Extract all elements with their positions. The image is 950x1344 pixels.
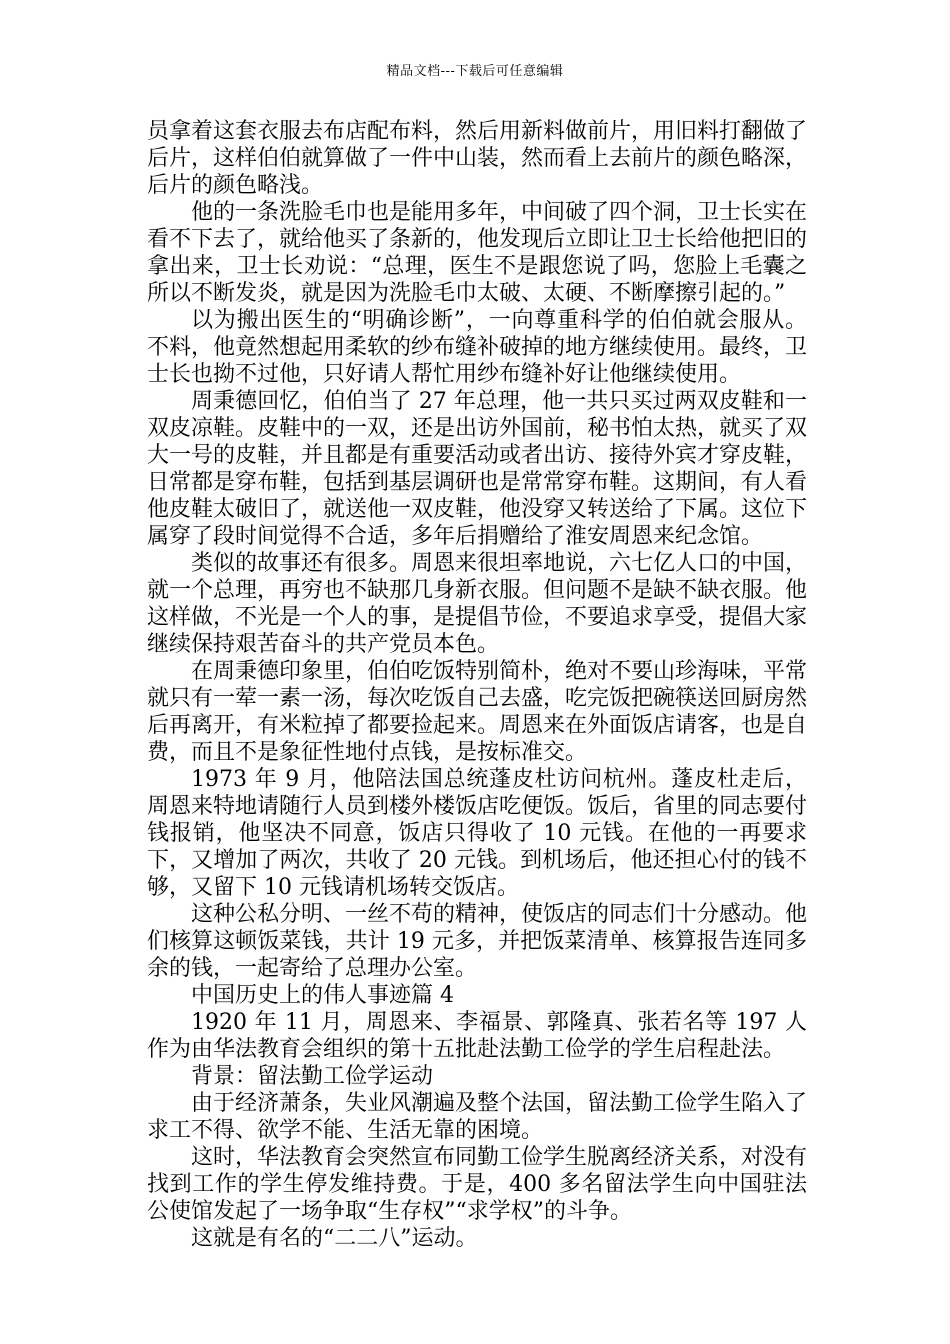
section-heading: 中国历史上的伟人事迹篇 4	[191, 983, 454, 1008]
paragraph: 类似的故事还有很多。周恩来很坦率地说，六七亿人口的中国，就一个总理，再穷也不缺那几身新衣服。但问题不是缺不缺衣服。他这样做，不光是一个人的事，是提倡节俭，不要追求享受，提倡大家继续保持艰苦奋斗的共产党员本色。	[147, 551, 808, 657]
paragraph: 以为搬出医生的“明确诊断”，一向尊重科学的伯伯就会服从。不料，他竟然想起用柔软的纱布缝补破掉的地方继续使用。最终，卫士长也拗不过他，只好请人帮忙用纱布缝补好让他继续使用。	[147, 308, 808, 387]
paragraph: 1920 年 11 月，周恩来、李福景、郭隆真、张若名等 197 人作为由华法教育会组织的第十五批赴法勤工俭学的学生启程赴法。	[147, 1010, 807, 1062]
page-header: 精品文档---下载后可任意编辑	[386, 64, 564, 79]
paragraph: 背景：留法勤工俭学运动	[191, 1064, 434, 1089]
paragraph: 在周秉德印象里，伯伯吃饭特别简朴，绝对不要山珍海味，平常就只有一荤一素一汤，每次吃饭自己去盛，吃完饭把碗筷送回厨房然后再离开，有米粒掉了都要捡起来。周恩来在外面饭店请客，也是自费，而且不是象征性地付点钱，是按标准交。	[147, 659, 808, 765]
paragraph: 员拿着这套衣服去布店配布料，然后用新料做前片，用旧料打翻做了后片，这样伯伯就算做了一件中山装，然而看上去前片的颜色略深，后片的颜色略浅。	[147, 119, 808, 198]
paragraph: 1973 年 9 月，他陪法国总统蓬皮杜访问杭州。蓬皮杜走后，周恩来特地请随行人员到楼外楼饭店吃便饭。饭后，省里的同志要付钱报销，他坚决不同意，饭店只得收了 10 元钱。在他的一再要求下，又增加了两次，共收了 20 元钱。到机场后，他还担心付的钱不够，又留下 10 元钱请机场转交饭店。	[147, 767, 808, 900]
paragraph: 周秉德回忆，伯伯当了 27 年总理，他一共只买过两双皮鞋和一双皮凉鞋。皮鞋中的一双，还是出访外国前，秘书怕太热，就买了双大一号的皮鞋，并且都是有重要活动或者出访、接待外宾才穿皮鞋，日常都是穿布鞋，包括到基层调研也是常常穿布鞋。这期间，有人看他皮鞋太破旧了，就送他一双皮鞋，他没穿又转送给了下属。这位下属穿了段时间觉得不合适，多年后捐赠给了淮安周恩来纪念馆。	[147, 389, 808, 549]
paragraph: 这时，华法教育会突然宣布同勤工俭学生脱离经济关系，对没有找到工作的学生停发维持费。于是，400 多名留法学生向中国驻法公使馆发起了一场争取“生存权”“求学权”的斗争。	[147, 1145, 808, 1224]
paragraph: 这种公私分明、一丝不苟的精神，使饭店的同志们十分感动。他们核算这顿饭菜钱，共计 19 元多，并把饭菜清单、核算报告连同多余的钱，一起寄给了总理办公室。	[147, 902, 808, 981]
paragraph: 由于经济萧条，失业风潮遍及整个法国，留法勤工俭学生陷入了求工不得、欲学不能、生活无靠的困境。	[147, 1091, 808, 1143]
paragraph: 这就是有名的“二二八”运动。	[191, 1226, 478, 1251]
document-body	[147, 118, 807, 1252]
paragraph: 他的一条洗脸毛巾也是能用多年，中间破了四个洞，卫士长实在看不下去了，就给他买了条新的，他发现后立即让卫士长给他把旧的拿出来，卫士长劝说：“总理，医生不是跟您说了吗，您脸上毛囊之所以不断发炎，就是因为洗脸毛巾太破、太硬、不断摩擦引起的。”	[147, 200, 808, 306]
